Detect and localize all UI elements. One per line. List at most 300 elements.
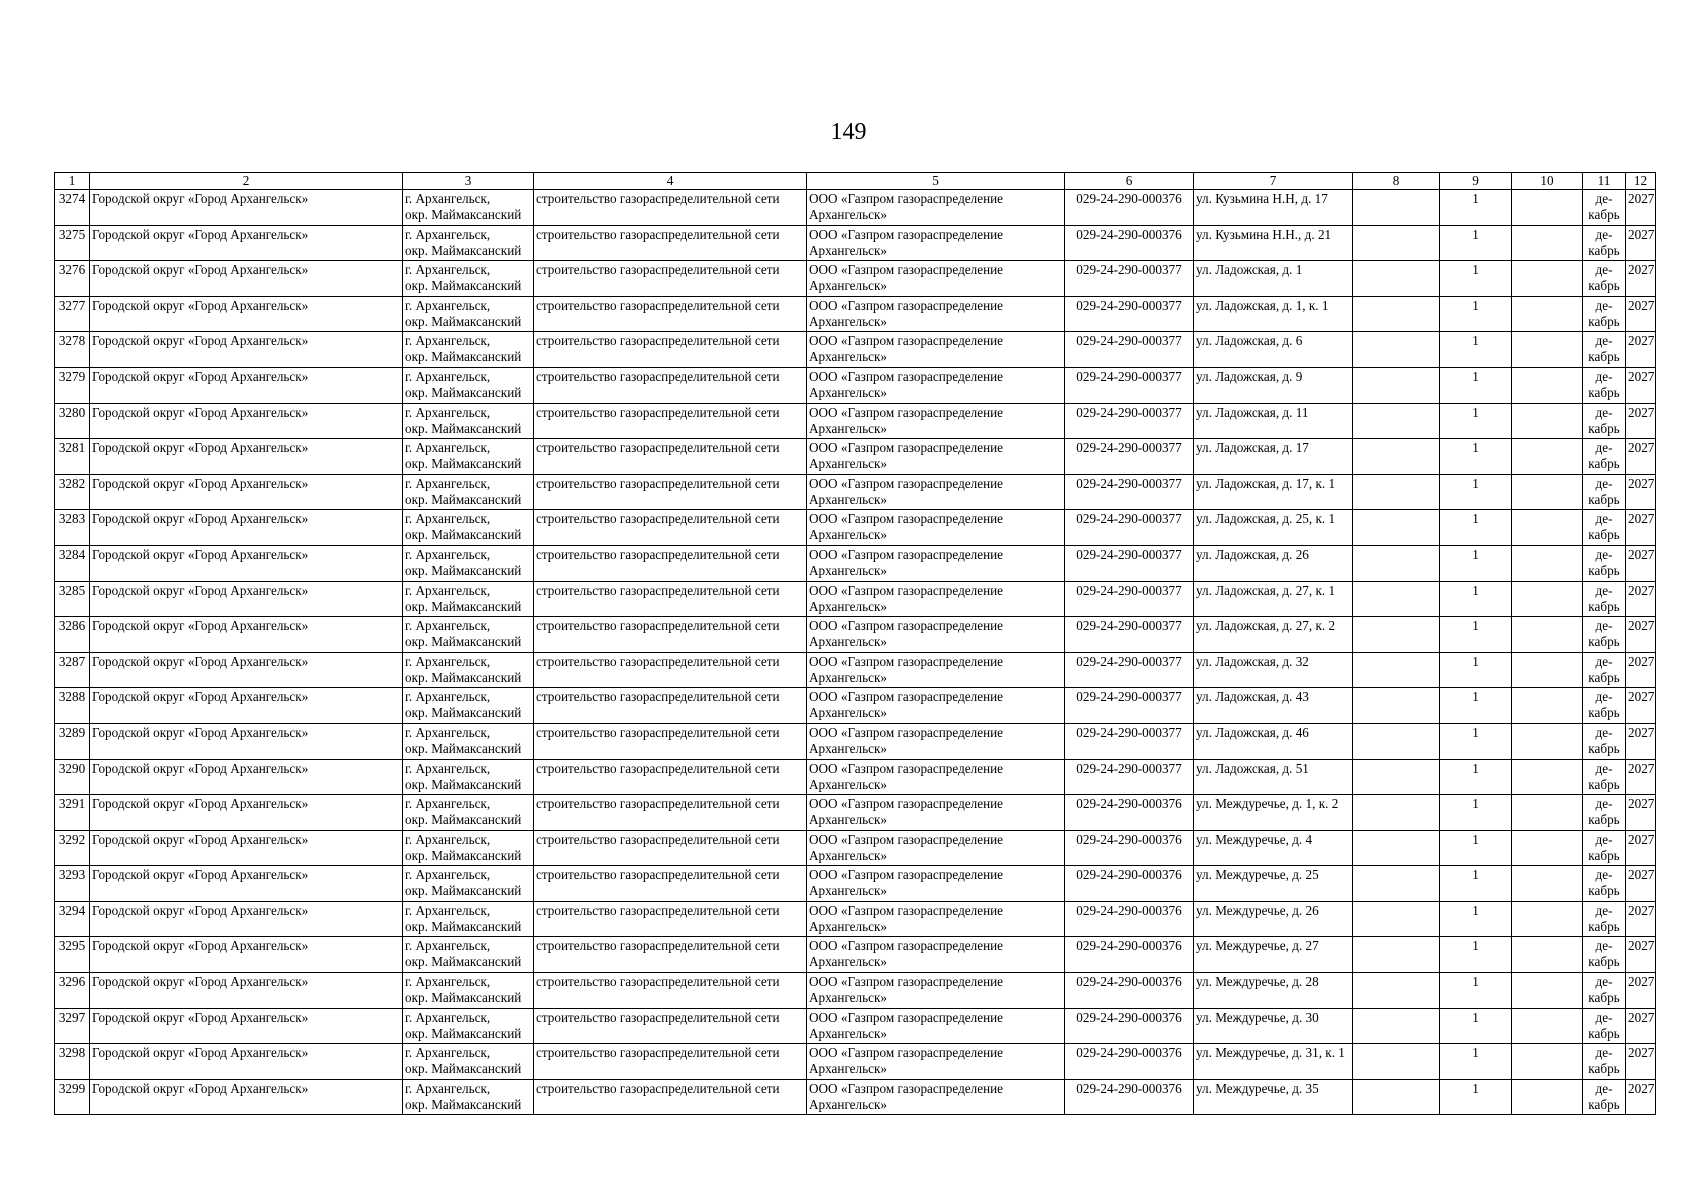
month-cell bbox=[1583, 1044, 1626, 1080]
row-number-cell bbox=[55, 581, 90, 617]
month-text: кабрь bbox=[1588, 1061, 1620, 1077]
table-row bbox=[55, 1008, 1656, 1044]
work-type-text: строительство газораспределительной сети bbox=[536, 1045, 780, 1061]
count-text: 1 bbox=[1472, 475, 1479, 491]
year-text: 2027 bbox=[1628, 368, 1655, 384]
address-cell bbox=[1194, 510, 1353, 546]
locality-text: г. Архангельск, bbox=[405, 511, 491, 527]
municipality-text: Городской округ «Город Архангельск» bbox=[92, 546, 309, 562]
municipality-text: Городской округ «Город Архангельск» bbox=[92, 368, 309, 384]
count-cell bbox=[1440, 510, 1512, 546]
year-text: 2027 bbox=[1628, 938, 1655, 954]
column-10-cell bbox=[1512, 617, 1583, 653]
program-code-cell bbox=[1065, 190, 1194, 226]
organization-text: Архангельск» bbox=[809, 883, 887, 899]
column-8-cell bbox=[1353, 332, 1440, 368]
table-row bbox=[55, 225, 1656, 261]
locality-text: окр. Маймаксанский bbox=[405, 562, 522, 578]
address-cell bbox=[1194, 296, 1353, 332]
organization-text: Архангельск» bbox=[809, 384, 887, 400]
address-cell bbox=[1194, 581, 1353, 617]
address-text: ул. Ладожская, д. 27, к. 1 bbox=[1196, 582, 1336, 598]
organization-text: ООО «Газпром газораспределение bbox=[809, 653, 1004, 669]
column-10-cell bbox=[1512, 261, 1583, 297]
program-code-text: 029-24-290-000377 bbox=[1076, 724, 1182, 740]
column-8-cell bbox=[1353, 1008, 1440, 1044]
row-number-cell bbox=[55, 225, 90, 261]
municipality-cell bbox=[90, 581, 403, 617]
year-cell bbox=[1626, 439, 1656, 475]
table-row bbox=[55, 937, 1656, 973]
locality-text: г. Архангельск, bbox=[405, 368, 491, 384]
row-number-cell bbox=[55, 723, 90, 759]
column-header: 6 bbox=[1065, 173, 1194, 190]
locality-text: окр. Маймаксанский bbox=[405, 705, 522, 721]
column-header: 3 bbox=[403, 173, 534, 190]
count-cell bbox=[1440, 545, 1512, 581]
row-number-text: 3282 bbox=[58, 475, 86, 491]
month-cell bbox=[1583, 190, 1626, 226]
year-text: 2027 bbox=[1628, 796, 1655, 812]
work-type-cell bbox=[534, 545, 807, 581]
locality-text: г. Архангельск, bbox=[405, 831, 491, 847]
organization-text: ООО «Газпром газораспределение bbox=[809, 546, 1004, 562]
table-row bbox=[55, 439, 1656, 475]
work-type-cell bbox=[534, 937, 807, 973]
month-cell bbox=[1583, 332, 1626, 368]
locality-text: окр. Маймаксанский bbox=[405, 598, 522, 614]
table-row bbox=[55, 296, 1656, 332]
column-header: 9 bbox=[1440, 173, 1512, 190]
month-text: кабрь bbox=[1588, 990, 1620, 1006]
organization-text: Архангельск» bbox=[809, 420, 887, 436]
row-number-cell bbox=[55, 688, 90, 724]
work-type-text: строительство газораспределительной сети bbox=[536, 760, 780, 776]
locality-cell bbox=[403, 901, 534, 937]
address-text: ул. Ладожская, д. 17, к. 1 bbox=[1196, 475, 1336, 491]
locality-cell bbox=[403, 332, 534, 368]
work-type-text: строительство газораспределительной сети bbox=[536, 653, 780, 669]
table-row bbox=[55, 190, 1656, 226]
column-10-cell bbox=[1512, 581, 1583, 617]
program-code-text: 029-24-290-000376 bbox=[1076, 1009, 1182, 1025]
count-cell bbox=[1440, 581, 1512, 617]
column-10-cell bbox=[1512, 937, 1583, 973]
locality-text: окр. Маймаксанский bbox=[405, 883, 522, 899]
year-text: 2027 bbox=[1628, 867, 1655, 883]
count-text: 1 bbox=[1472, 867, 1479, 883]
month-text: кабрь bbox=[1588, 847, 1620, 863]
program-code-text: 029-24-290-000376 bbox=[1076, 938, 1182, 954]
month-cell bbox=[1583, 830, 1626, 866]
month-text: де- bbox=[1595, 724, 1613, 740]
address-cell bbox=[1194, 261, 1353, 297]
year-cell bbox=[1626, 617, 1656, 653]
month-text: де- bbox=[1595, 1009, 1613, 1025]
year-text: 2027 bbox=[1628, 902, 1655, 918]
municipality-text: Городской округ «Город Архангельск» bbox=[92, 1045, 309, 1061]
month-text: де- bbox=[1595, 760, 1613, 776]
column-8-cell bbox=[1353, 688, 1440, 724]
address-cell bbox=[1194, 723, 1353, 759]
month-text: кабрь bbox=[1588, 705, 1620, 721]
address-text: ул. Ладожская, д. 1, к. 1 bbox=[1196, 297, 1329, 313]
year-cell bbox=[1626, 1079, 1656, 1115]
municipality-text: Городской округ «Город Архангельск» bbox=[92, 297, 309, 313]
count-text: 1 bbox=[1472, 618, 1479, 634]
month-text: де- bbox=[1595, 974, 1613, 990]
address-text: ул. Междуречье, д. 35 bbox=[1196, 1080, 1319, 1096]
locality-cell bbox=[403, 688, 534, 724]
row-number-text: 3296 bbox=[58, 974, 86, 990]
locality-text: окр. Маймаксанский bbox=[405, 420, 522, 436]
month-text: де- bbox=[1595, 938, 1613, 954]
count-cell bbox=[1440, 688, 1512, 724]
row-number-text: 3283 bbox=[58, 511, 86, 527]
row-number-text: 3288 bbox=[58, 689, 86, 705]
count-text: 1 bbox=[1472, 689, 1479, 705]
locality-cell bbox=[403, 723, 534, 759]
month-text: де- bbox=[1595, 511, 1613, 527]
work-type-cell bbox=[534, 1079, 807, 1115]
month-text: кабрь bbox=[1588, 278, 1620, 294]
count-text: 1 bbox=[1472, 902, 1479, 918]
address-text: ул. Междуречье, д. 30 bbox=[1196, 1009, 1319, 1025]
count-cell bbox=[1440, 617, 1512, 653]
organization-text: ООО «Газпром газораспределение bbox=[809, 404, 1004, 420]
row-number-cell bbox=[55, 296, 90, 332]
address-text: ул. Ладожская, д. 1 bbox=[1196, 262, 1303, 278]
municipality-cell bbox=[90, 296, 403, 332]
organization-text: Архангельск» bbox=[809, 349, 887, 365]
locality-text: г. Архангельск, bbox=[405, 1045, 491, 1061]
address-text: ул. Междуречье, д. 25 bbox=[1196, 867, 1319, 883]
locality-text: окр. Маймаксанский bbox=[405, 847, 522, 863]
column-10-cell bbox=[1512, 795, 1583, 831]
address-text: ул. Ладожская, д. 11 bbox=[1196, 404, 1309, 420]
work-type-cell bbox=[534, 367, 807, 403]
month-text: кабрь bbox=[1588, 242, 1620, 258]
address-text: ул. Ладожская, д. 9 bbox=[1196, 368, 1303, 384]
column-header: 12 bbox=[1626, 173, 1656, 190]
month-text: кабрь bbox=[1588, 384, 1620, 400]
locality-text: г. Архангельск, bbox=[405, 226, 491, 242]
column-10-cell bbox=[1512, 403, 1583, 439]
column-8-cell bbox=[1353, 759, 1440, 795]
column-header: 11 bbox=[1583, 173, 1626, 190]
program-code-text: 029-24-290-000377 bbox=[1076, 368, 1182, 384]
program-code-text: 029-24-290-000377 bbox=[1076, 511, 1182, 527]
organization-text: Архангельск» bbox=[809, 847, 887, 863]
column-8-cell bbox=[1353, 901, 1440, 937]
locality-text: окр. Маймаксанский bbox=[405, 669, 522, 685]
address-cell bbox=[1194, 795, 1353, 831]
address-text: ул. Ладожская, д. 25, к. 1 bbox=[1196, 511, 1336, 527]
locality-text: окр. Маймаксанский bbox=[405, 954, 522, 970]
column-8-cell bbox=[1353, 937, 1440, 973]
address-text: ул. Междуречье, д. 31, к. 1 bbox=[1196, 1045, 1345, 1061]
year-text: 2027 bbox=[1628, 333, 1655, 349]
column-10-cell bbox=[1512, 474, 1583, 510]
year-text: 2027 bbox=[1628, 226, 1655, 242]
locality-text: г. Архангельск, bbox=[405, 333, 491, 349]
work-type-cell bbox=[534, 795, 807, 831]
work-type-text: строительство газораспределительной сети bbox=[536, 902, 780, 918]
column-8-cell bbox=[1353, 973, 1440, 1009]
organization-cell bbox=[807, 937, 1065, 973]
organization-cell bbox=[807, 866, 1065, 902]
locality-cell bbox=[403, 652, 534, 688]
program-code-text: 029-24-290-000377 bbox=[1076, 404, 1182, 420]
program-code-cell bbox=[1065, 225, 1194, 261]
column-header: 8 bbox=[1353, 173, 1440, 190]
work-type-text: строительство газораспределительной сети bbox=[536, 618, 780, 634]
municipality-cell bbox=[90, 795, 403, 831]
year-cell bbox=[1626, 510, 1656, 546]
organization-text: Архангельск» bbox=[809, 1096, 887, 1112]
row-number-cell bbox=[55, 332, 90, 368]
work-type-cell bbox=[534, 1044, 807, 1080]
locality-text: окр. Маймаксанский bbox=[405, 313, 522, 329]
work-type-cell bbox=[534, 723, 807, 759]
month-text: де- bbox=[1595, 582, 1613, 598]
table-row bbox=[55, 1079, 1656, 1115]
column-10-cell bbox=[1512, 1008, 1583, 1044]
locality-text: окр. Маймаксанский bbox=[405, 384, 522, 400]
locality-text: г. Архангельск, bbox=[405, 618, 491, 634]
municipality-text: Городской округ «Город Архангельск» bbox=[92, 938, 309, 954]
program-code-cell bbox=[1065, 1079, 1194, 1115]
table-row bbox=[55, 261, 1656, 297]
locality-text: г. Архангельск, bbox=[405, 440, 491, 456]
count-text: 1 bbox=[1472, 582, 1479, 598]
locality-cell bbox=[403, 617, 534, 653]
month-text: кабрь bbox=[1588, 918, 1620, 934]
address-cell bbox=[1194, 937, 1353, 973]
month-text: де- bbox=[1595, 333, 1613, 349]
month-cell bbox=[1583, 367, 1626, 403]
locality-text: окр. Маймаксанский bbox=[405, 349, 522, 365]
year-text: 2027 bbox=[1628, 1045, 1655, 1061]
address-text: ул. Междуречье, д. 1, к. 2 bbox=[1196, 796, 1339, 812]
municipality-cell bbox=[90, 830, 403, 866]
address-text: ул. Ладожская, д. 17 bbox=[1196, 440, 1309, 456]
column-header: 1 bbox=[55, 173, 90, 190]
address-cell bbox=[1194, 1044, 1353, 1080]
month-text: кабрь bbox=[1588, 207, 1620, 222]
row-number-cell bbox=[55, 937, 90, 973]
address-cell bbox=[1194, 866, 1353, 902]
column-8-cell bbox=[1353, 795, 1440, 831]
organization-text: Архангельск» bbox=[809, 990, 887, 1006]
row-number-cell bbox=[55, 403, 90, 439]
locality-text: г. Архангельск, bbox=[405, 297, 491, 313]
organization-text: Архангельск» bbox=[809, 278, 887, 294]
work-type-cell bbox=[534, 190, 807, 226]
address-cell bbox=[1194, 332, 1353, 368]
work-type-text: строительство газораспределительной сети bbox=[536, 297, 780, 313]
address-cell bbox=[1194, 1008, 1353, 1044]
count-cell bbox=[1440, 1044, 1512, 1080]
locality-cell bbox=[403, 225, 534, 261]
program-code-text: 029-24-290-000376 bbox=[1076, 831, 1182, 847]
locality-cell bbox=[403, 403, 534, 439]
locality-text: г. Архангельск, bbox=[405, 546, 491, 562]
row-number-text: 3287 bbox=[58, 653, 86, 669]
work-type-text: строительство газораспределительной сети bbox=[536, 262, 780, 278]
organization-text: Архангельск» bbox=[809, 1061, 887, 1077]
row-number-text: 3290 bbox=[58, 760, 86, 776]
municipality-cell bbox=[90, 1044, 403, 1080]
address-cell bbox=[1194, 225, 1353, 261]
program-code-cell bbox=[1065, 296, 1194, 332]
column-10-cell bbox=[1512, 510, 1583, 546]
organization-text: Архангельск» bbox=[809, 562, 887, 578]
year-cell bbox=[1626, 901, 1656, 937]
year-cell bbox=[1626, 688, 1656, 724]
organization-text: Архангельск» bbox=[809, 1025, 887, 1041]
address-cell bbox=[1194, 759, 1353, 795]
year-cell bbox=[1626, 1008, 1656, 1044]
month-text: кабрь bbox=[1588, 313, 1620, 329]
count-cell bbox=[1440, 1079, 1512, 1115]
program-code-text: 029-24-290-000377 bbox=[1076, 262, 1182, 278]
month-cell bbox=[1583, 617, 1626, 653]
year-text: 2027 bbox=[1628, 404, 1655, 420]
address-text: ул. Ладожская, д. 46 bbox=[1196, 724, 1309, 740]
locality-text: г. Архангельск, bbox=[405, 262, 491, 278]
program-code-text: 029-24-290-000377 bbox=[1076, 582, 1182, 598]
address-text: ул. Междуречье, д. 28 bbox=[1196, 974, 1319, 990]
row-number-text: 3279 bbox=[58, 368, 86, 384]
work-type-text: строительство газораспределительной сети bbox=[536, 1080, 780, 1096]
month-cell bbox=[1583, 296, 1626, 332]
address-text: ул. Ладожская, д. 43 bbox=[1196, 689, 1309, 705]
locality-text: окр. Маймаксанский bbox=[405, 1061, 522, 1077]
count-cell bbox=[1440, 759, 1512, 795]
work-type-cell bbox=[534, 759, 807, 795]
address-cell bbox=[1194, 474, 1353, 510]
year-cell bbox=[1626, 866, 1656, 902]
work-type-cell bbox=[534, 901, 807, 937]
count-cell bbox=[1440, 403, 1512, 439]
municipality-text: Городской округ «Город Архангельск» bbox=[92, 475, 309, 491]
municipality-cell bbox=[90, 688, 403, 724]
program-code-cell bbox=[1065, 545, 1194, 581]
row-number-cell bbox=[55, 973, 90, 1009]
row-number-cell bbox=[55, 759, 90, 795]
organization-text: ООО «Газпром газораспределение bbox=[809, 440, 1004, 456]
address-cell bbox=[1194, 190, 1353, 226]
row-number-text: 3281 bbox=[58, 440, 86, 456]
month-text: де- bbox=[1595, 226, 1613, 242]
count-text: 1 bbox=[1472, 226, 1479, 242]
program-code-text: 029-24-290-000376 bbox=[1076, 902, 1182, 918]
column-8-cell bbox=[1353, 403, 1440, 439]
work-type-text: строительство газораспределительной сети bbox=[536, 404, 780, 420]
locality-cell bbox=[403, 830, 534, 866]
month-cell bbox=[1583, 439, 1626, 475]
municipality-text: Городской округ «Город Архангельск» bbox=[92, 333, 309, 349]
count-cell bbox=[1440, 866, 1512, 902]
organization-text: Архангельск» bbox=[809, 456, 887, 472]
row-number-cell bbox=[55, 474, 90, 510]
municipality-text: Городской округ «Город Архангельск» bbox=[92, 724, 309, 740]
program-code-text: 029-24-290-000376 bbox=[1076, 1045, 1182, 1061]
row-number-text: 3291 bbox=[58, 796, 86, 812]
locality-text: окр. Маймаксанский bbox=[405, 740, 522, 756]
work-type-cell bbox=[534, 652, 807, 688]
table-row bbox=[55, 367, 1656, 403]
work-type-text: строительство газораспределительной сети bbox=[536, 511, 780, 527]
year-text: 2027 bbox=[1628, 191, 1655, 206]
organization-text: Архангельск» bbox=[809, 918, 887, 934]
row-number-cell bbox=[55, 1079, 90, 1115]
municipality-text: Городской округ «Город Архангельск» bbox=[92, 440, 309, 456]
organization-text: Архангельск» bbox=[809, 812, 887, 828]
organization-text: Архангельск» bbox=[809, 669, 887, 685]
column-8-cell bbox=[1353, 190, 1440, 226]
program-code-cell bbox=[1065, 759, 1194, 795]
organization-cell bbox=[807, 439, 1065, 475]
organization-text: ООО «Газпром газораспределение bbox=[809, 902, 1004, 918]
locality-cell bbox=[403, 474, 534, 510]
address-text: ул. Междуречье, д. 4 bbox=[1196, 831, 1313, 847]
locality-text: окр. Маймаксанский bbox=[405, 527, 522, 543]
locality-text: г. Архангельск, bbox=[405, 191, 491, 206]
count-cell bbox=[1440, 1008, 1512, 1044]
organization-cell bbox=[807, 1044, 1065, 1080]
table-row bbox=[55, 403, 1656, 439]
program-code-text: 029-24-290-000376 bbox=[1076, 796, 1182, 812]
locality-text: г. Архангельск, bbox=[405, 796, 491, 812]
municipality-cell bbox=[90, 474, 403, 510]
organization-text: ООО «Газпром газораспределение bbox=[809, 297, 1004, 313]
count-cell bbox=[1440, 190, 1512, 226]
organization-text: ООО «Газпром газораспределение bbox=[809, 191, 1004, 206]
municipality-text: Городской округ «Город Архангельск» bbox=[92, 867, 309, 883]
work-type-text: строительство газораспределительной сети bbox=[536, 333, 780, 349]
count-text: 1 bbox=[1472, 368, 1479, 384]
row-number-cell bbox=[55, 830, 90, 866]
work-type-text: строительство газораспределительной сети bbox=[536, 546, 780, 562]
locality-cell bbox=[403, 759, 534, 795]
organization-text: Архангельск» bbox=[809, 598, 887, 614]
address-text: ул. Ладожская, д. 26 bbox=[1196, 546, 1309, 562]
organization-text: Архангельск» bbox=[809, 527, 887, 543]
organization-text: ООО «Газпром газораспределение bbox=[809, 226, 1004, 242]
address-cell bbox=[1194, 403, 1353, 439]
count-text: 1 bbox=[1472, 1009, 1479, 1025]
row-number-text: 3286 bbox=[58, 618, 86, 634]
count-text: 1 bbox=[1472, 333, 1479, 349]
year-text: 2027 bbox=[1628, 1080, 1655, 1096]
program-code-cell bbox=[1065, 474, 1194, 510]
count-cell bbox=[1440, 296, 1512, 332]
year-cell bbox=[1626, 759, 1656, 795]
year-cell bbox=[1626, 190, 1656, 226]
locality-text: г. Архангельск, bbox=[405, 902, 491, 918]
month-text: де- bbox=[1595, 618, 1613, 634]
municipality-cell bbox=[90, 901, 403, 937]
address-cell bbox=[1194, 652, 1353, 688]
organization-text: ООО «Газпром газораспределение bbox=[809, 831, 1004, 847]
month-text: де- bbox=[1595, 404, 1613, 420]
table-body bbox=[55, 190, 1656, 1115]
column-header: 10 bbox=[1512, 173, 1583, 190]
column-8-cell bbox=[1353, 510, 1440, 546]
column-8-cell bbox=[1353, 225, 1440, 261]
